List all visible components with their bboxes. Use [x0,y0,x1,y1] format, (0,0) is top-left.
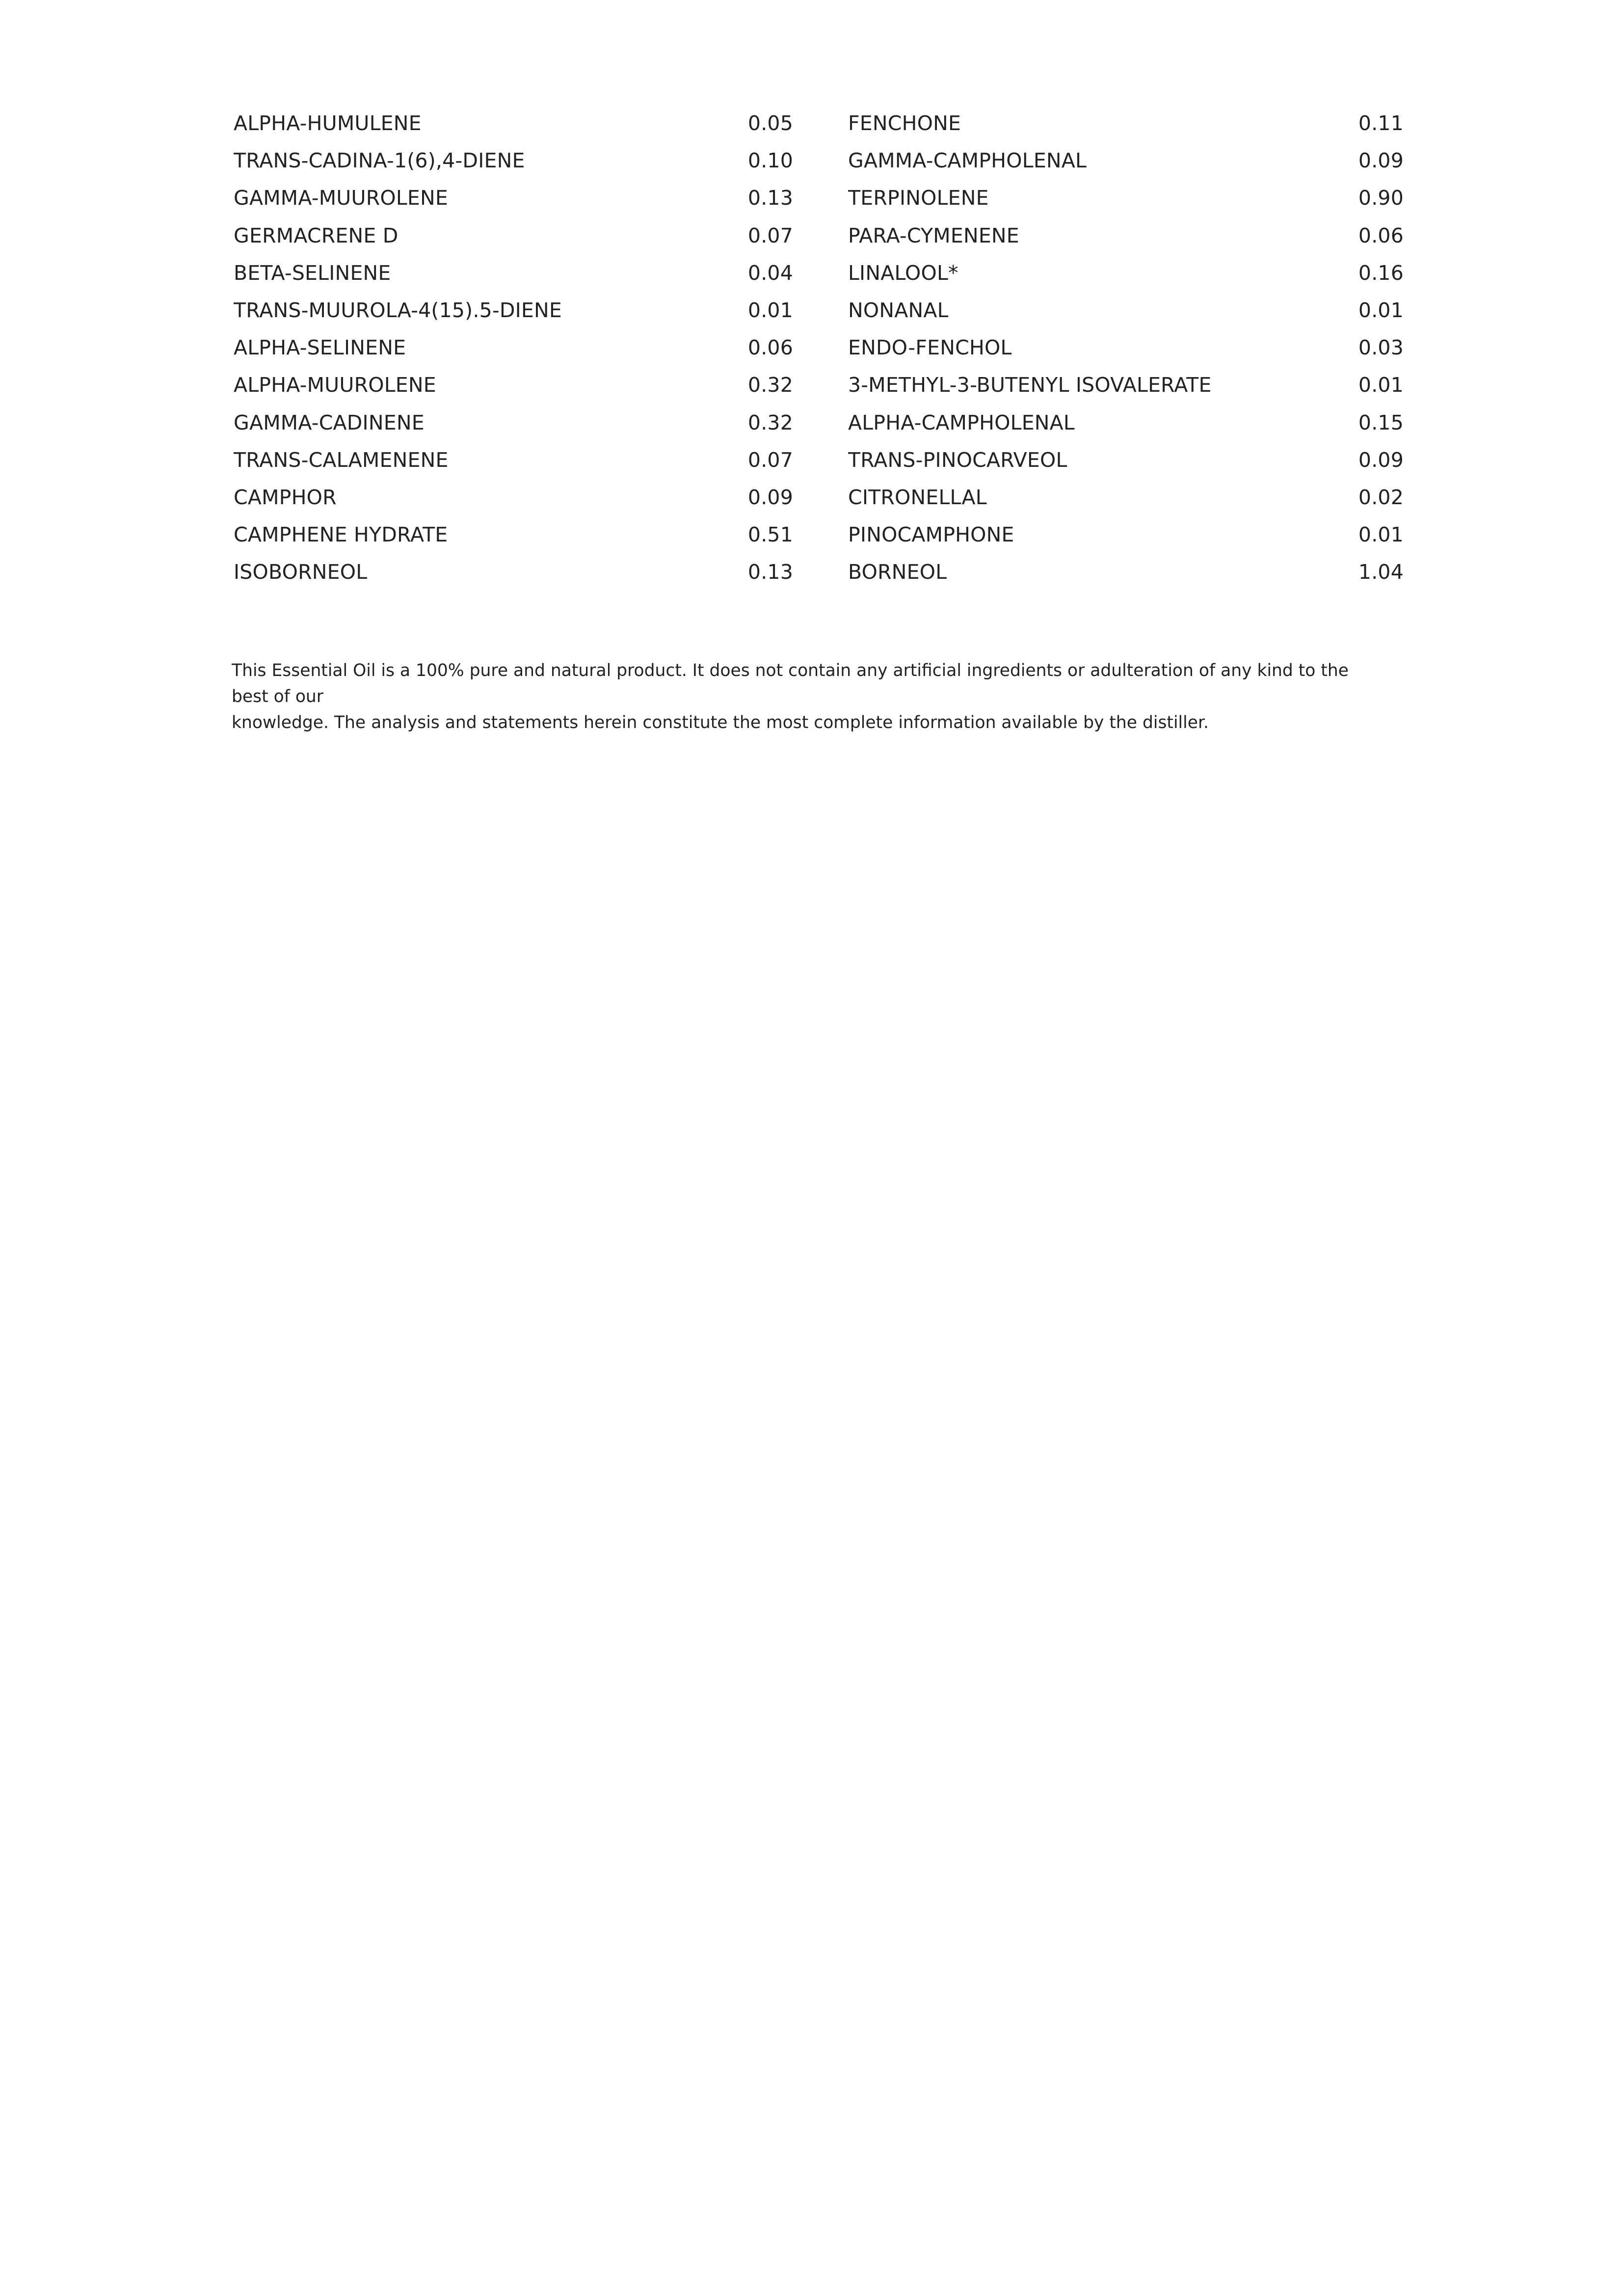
compound-percentage: 0.13 [747,186,793,210]
compound-percentage: 0.07 [747,223,793,247]
table-row [848,179,1404,216]
compound-percentage: 0.01 [1358,523,1404,547]
compound-percentage: 0.06 [747,336,793,360]
compound-percentage: 0.15 [1358,410,1404,434]
compound-percentage: 0.07 [747,448,793,472]
compound-percentage: 0.02 [1358,485,1404,509]
compound-name: GERMACRENE D [234,223,399,247]
disclaimer-line-1: This Essential Oil is a 100% pure and natural product. It does not contain any artificial ingredients or adulteration of any kind to the best of our [232,661,1349,706]
table-row [234,516,793,553]
compound-percentage: 0.32 [747,410,793,434]
compound-name: ALPHA-SELINENE [234,336,406,360]
compound-name: CAMPHENE HYDRATE [234,523,448,547]
table-row [234,217,793,254]
table-row [234,142,793,179]
table-row [848,553,1404,591]
compound-percentage: 0.01 [1358,298,1404,322]
compound-name: CITRONELLAL [848,485,987,509]
table-row [234,292,793,329]
compound-name: 3-METHYL-3-BUTENYL ISOVALERATE [848,373,1212,397]
table-row [848,217,1404,254]
compound-name: ALPHA-MUUROLENE [234,373,436,397]
table-row [234,553,793,591]
table-row [848,516,1404,553]
compound-name: GAMMA-MUUROLENE [234,186,448,210]
compound-name: FENCHONE [848,111,961,135]
compound-percentage: 0.09 [1358,149,1404,173]
compound-name: TRANS-MUUROLA-4(15).5-DIENE [234,298,562,322]
compound-percentage: 0.04 [747,261,793,285]
table-row [848,366,1404,404]
table-row [848,479,1404,516]
compound-percentage: 0.09 [747,485,793,509]
compound-percentage: 0.06 [1358,223,1404,247]
compound-percentage: 0.90 [1358,186,1404,210]
table-row [848,329,1404,366]
compound-name: GAMMA-CAMPHOLENAL [848,149,1087,173]
table-row [234,441,793,479]
compound-percentage: 0.16 [1358,261,1404,285]
table-row [848,254,1404,292]
composition-table-right [848,105,1404,591]
compound-name: ISOBORNEOL [234,560,368,584]
compound-percentage: 0.51 [747,523,793,547]
compound-name: PINOCAMPHONE [848,523,1014,547]
compound-name: BORNEOL [848,560,947,584]
compound-name: NONANAL [848,298,949,322]
compound-name: BETA-SELINENE [234,261,391,285]
table-row [848,441,1404,479]
table-row [234,179,793,216]
table-row [234,366,793,404]
compound-name: TRANS-PINOCARVEOL [848,448,1067,472]
compound-percentage: 0.05 [747,111,793,135]
table-row [234,254,793,292]
disclaimer-line-2: knowledge. The analysis and statements herein constitute the most complete information available by the distiller. [232,713,1209,732]
compound-name: ALPHA-CAMPHOLENAL [848,410,1075,434]
table-row [234,404,793,441]
table-row [234,479,793,516]
compound-name: ALPHA-HUMULENE [234,111,422,135]
table-row [848,292,1404,329]
compound-percentage: 0.10 [747,149,793,173]
table-row [848,105,1404,142]
compound-percentage: 0.32 [747,373,793,397]
compound-percentage: 1.04 [1358,560,1404,584]
compound-percentage: 0.09 [1358,448,1404,472]
compound-name: TRANS-CALAMENENE [234,448,449,472]
compound-percentage: 0.01 [1358,373,1404,397]
compound-name: TRANS-CADINA-1(6),4-DIENE [234,149,525,173]
table-row [848,404,1404,441]
table-row [234,329,793,366]
compound-name: GAMMA-CADINENE [234,410,425,434]
compound-name: CAMPHOR [234,485,337,509]
composition-table-left [234,105,793,591]
table-row [234,105,793,142]
disclaimer-text [232,658,1360,736]
table-row [848,142,1404,179]
compound-percentage: 0.11 [1358,111,1404,135]
compound-name: LINALOOL* [848,261,958,285]
compound-percentage: 0.01 [747,298,793,322]
compound-name: TERPINOLENE [848,186,989,210]
compound-percentage: 0.13 [747,560,793,584]
compound-name: ENDO-FENCHOL [848,336,1012,360]
compound-percentage: 0.03 [1358,336,1404,360]
compound-name: PARA-CYMENENE [848,223,1019,247]
